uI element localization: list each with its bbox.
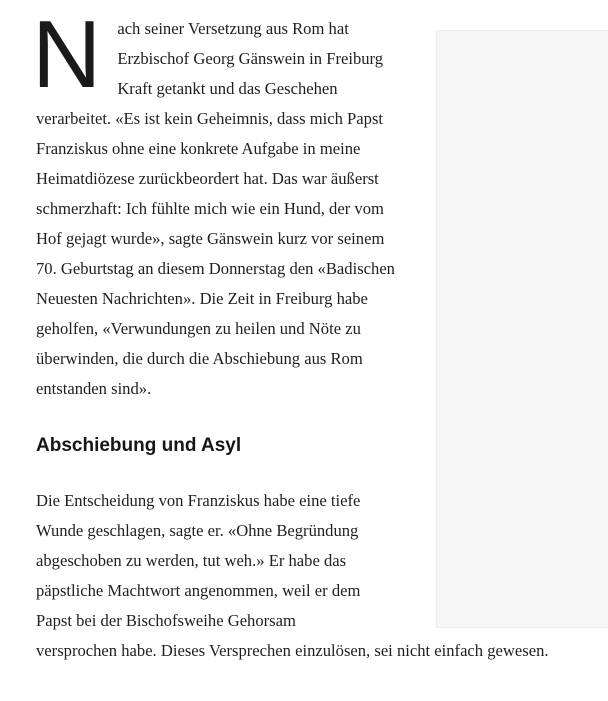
- paragraph-1-text: ach seiner Versetzung aus Rom hat Erzbischof Georg Gänswein in Freiburg Kraft getankt und das Geschehen verarbeitet. «Es ist kein Geheimnis, dass mich Papst Franziskus ohne eine konkrete Aufgabe in meine Heimatdiözese zurückbeordert hat. Das war äußerst schmerzhaft: Ich fühlte mich wie ein Hund, der vom Hof gejagt wurde», sagte Gänswein kurz vor seinem 70. Geburtstag an diesem Donnerstag den «Badischen Neuesten Nachrichten». Die Zeit in Freiburg habe geholfen, «Verwundungen zu heilen und Nöte zu überwinden, die durch die Abschiebung aus Rom entstanden sind».: [36, 19, 395, 398]
- dropcap-letter: N: [32, 1, 100, 108]
- article-body: [32, 1, 549, 666]
- article-paragraph-1: [32, 1, 408, 404]
- section-heading: Abschiebung und Asyl: [36, 435, 242, 456]
- ad-placeholder: [436, 30, 608, 628]
- article-paragraph-2: [36, 486, 549, 666]
- paragraph-2-line: Wunde geschlagen, sagte er. «Ohne Begründung: [36, 521, 359, 540]
- paragraph-2-line: abgeschoben zu werden, tut weh.» Er habe das: [36, 551, 347, 570]
- paragraph-2-line: Die Entscheidung von Franziskus habe eine tiefe: [36, 491, 361, 510]
- paragraph-2-line: Papst bei der Bischofsweihe Gehorsam: [36, 611, 296, 630]
- paragraph-2-line: päpstliche Machtwort angenommen, weil er dem: [36, 581, 361, 600]
- paragraph-2-line: versprochen habe. Dieses Versprechen einzulösen, sei nicht einfach gewesen.: [36, 641, 549, 660]
